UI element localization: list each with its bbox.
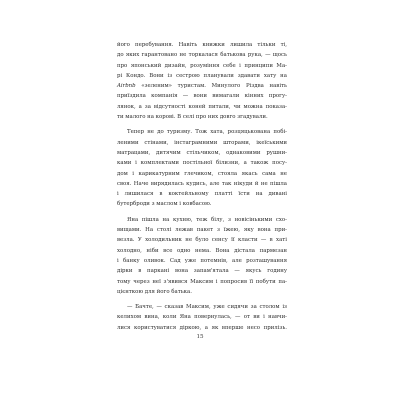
text-line: келихом вина, коли Яна повернулась, — от ви і навчи- <box>117 314 287 321</box>
text-line: — Бачте, — сказав Максим, уже сидячи за столом із <box>127 304 287 311</box>
text-line: приїздила компанія — вони вимагали кінних прогу- <box>117 93 287 100</box>
text-line: про японський дизайн, розуміння себе і принципи Ма- <box>117 62 287 69</box>
text-line: і лишилася в коктейльному платті їсти на дивані <box>117 191 287 198</box>
text-line: матрацами, дитячим стільчиком, однаковими рушни- <box>117 149 287 156</box>
body-text <box>117 40 287 333</box>
paragraph-3 <box>117 215 287 297</box>
paragraph-4 <box>117 302 287 333</box>
italic-word: Airbnb <box>117 83 136 90</box>
text-line: Тепер не до туризму. Тож хата, розцяцькована побі- <box>127 129 287 136</box>
paragraph-2 <box>117 127 287 209</box>
text-line: і банку оливок. Сад уже потемнів, але розташування <box>117 257 287 264</box>
text-line: бутерброди з маслом і ковбасою. <box>117 201 212 208</box>
text-line: до яких гарантовано не торкалася батькова рука, — щось <box>117 52 287 59</box>
text-line: везла. У холодильник не було сенсу її класти — в хаті <box>117 237 287 244</box>
paragraph-1 <box>117 40 287 122</box>
text-line: дом і карикатурним глечиком, стояла якась сама не <box>117 170 287 177</box>
text-line: ками і комплектами постільної білизни, а також посу- <box>117 160 287 167</box>
text-line: вищами. На столі лежав пакет з їжею, яку вона при- <box>117 227 287 234</box>
text-line: Яна пішла на кухню, теж білу, з новісінькими схо- <box>127 216 287 223</box>
text-line: леними стінами, інстаграмними шторами, ікеїськими <box>117 139 287 146</box>
text-line: рі Кондо. Вони із сестрою планували здавати хату на <box>117 72 287 79</box>
text-line: холодно, ніби все одно нема. Вона дістала пармезан <box>117 247 287 254</box>
text-line: його перебування. Навіть книжки лишила тільки ті, <box>117 42 287 48</box>
text-line: цієнткою для його батька. <box>117 288 192 295</box>
text-line: тому через неї з'явився Максим і попросив її побути па- <box>117 278 287 285</box>
text-line: лися користуватися діркою, а як вперше несо прилізь. <box>117 324 287 331</box>
page-number: 15 <box>196 334 204 340</box>
text-line: лянок, а за відсутності коней питали, чи можна показа- <box>117 103 287 110</box>
text-line: дірки в паркані вона запам'ятала — якусь годину <box>117 268 287 275</box>
text-line: Airbnb «зеленим» туристам. Минулого Різдва навіть <box>117 83 287 90</box>
text-line: своя. Наче вирядилась кудись, але так нікуди й не пішла <box>117 180 287 187</box>
text-line: ти малого на корові. В селі про них довго згадували. <box>117 114 268 121</box>
